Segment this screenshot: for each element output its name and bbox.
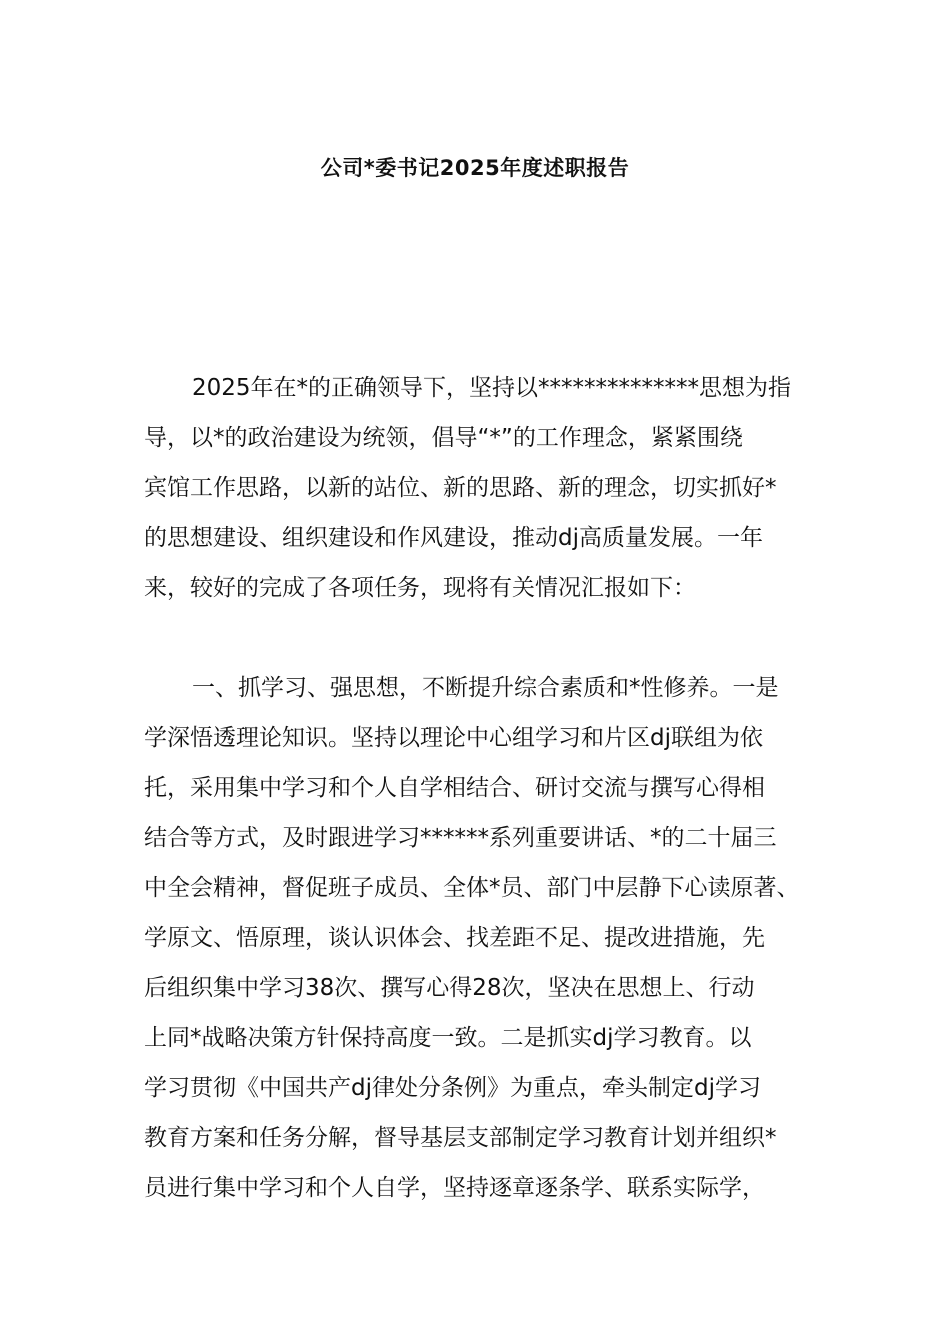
text-line: 学原文、悟原理，谈认识体会、找差距不足、提改进措施，先 [144, 925, 765, 951]
text-line: 来，较好的完成了各项任务，现将有关情况汇报如下： [144, 575, 696, 601]
text-line: 学深悟透理论知识。坚持以理论中心组学习和片区dj联组为依 [144, 725, 763, 751]
text-line: 学习贯彻《中国共产dj律处分条例》为重点，牵头制定dj学习 [144, 1075, 761, 1101]
text-line: 一、抓学习、强思想，不断提升综合素质和*性修养。一是 [192, 675, 779, 701]
document-title: 公司*委书记2025年度述职报告 [320, 156, 630, 180]
text-line: 导，以*的政治建设为统领，倡导“*”的工作理念，紧紧围绕 [144, 425, 743, 451]
text-line: 上同*战略决策方针保持高度一致。二是抓实dj学习教育。以 [144, 1025, 752, 1051]
text-line: 结合等方式，及时跟进学习******系列重要讲话、*的二十届三 [144, 825, 777, 851]
text-line: 员进行集中学习和个人自学，坚持逐章逐条学、联系实际学， [144, 1175, 765, 1201]
text-line: 的思想建设、组织建设和作风建设，推动dj高质量发展。一年 [144, 525, 763, 551]
text-line: 托，采用集中学习和个人自学相结合、研讨交流与撰写心得相 [144, 775, 765, 801]
text-line: 后组织集中学习38次、撰写心得28次，坚决在思想上、行动 [144, 975, 755, 1001]
text-line: 宾馆工作思路，以新的站位、新的思路、新的理念，切实抓好* [144, 475, 777, 501]
text-line: 教育方案和任务分解，督导基层支部制定学习教育计划并组织* [144, 1125, 777, 1151]
text-line: 2025年在*的正确领导下，坚持以**************思想为指 [192, 375, 792, 401]
text-line: 中全会精神，督促班子成员、全体*员、部门中层静下心读原著、 [144, 875, 800, 901]
